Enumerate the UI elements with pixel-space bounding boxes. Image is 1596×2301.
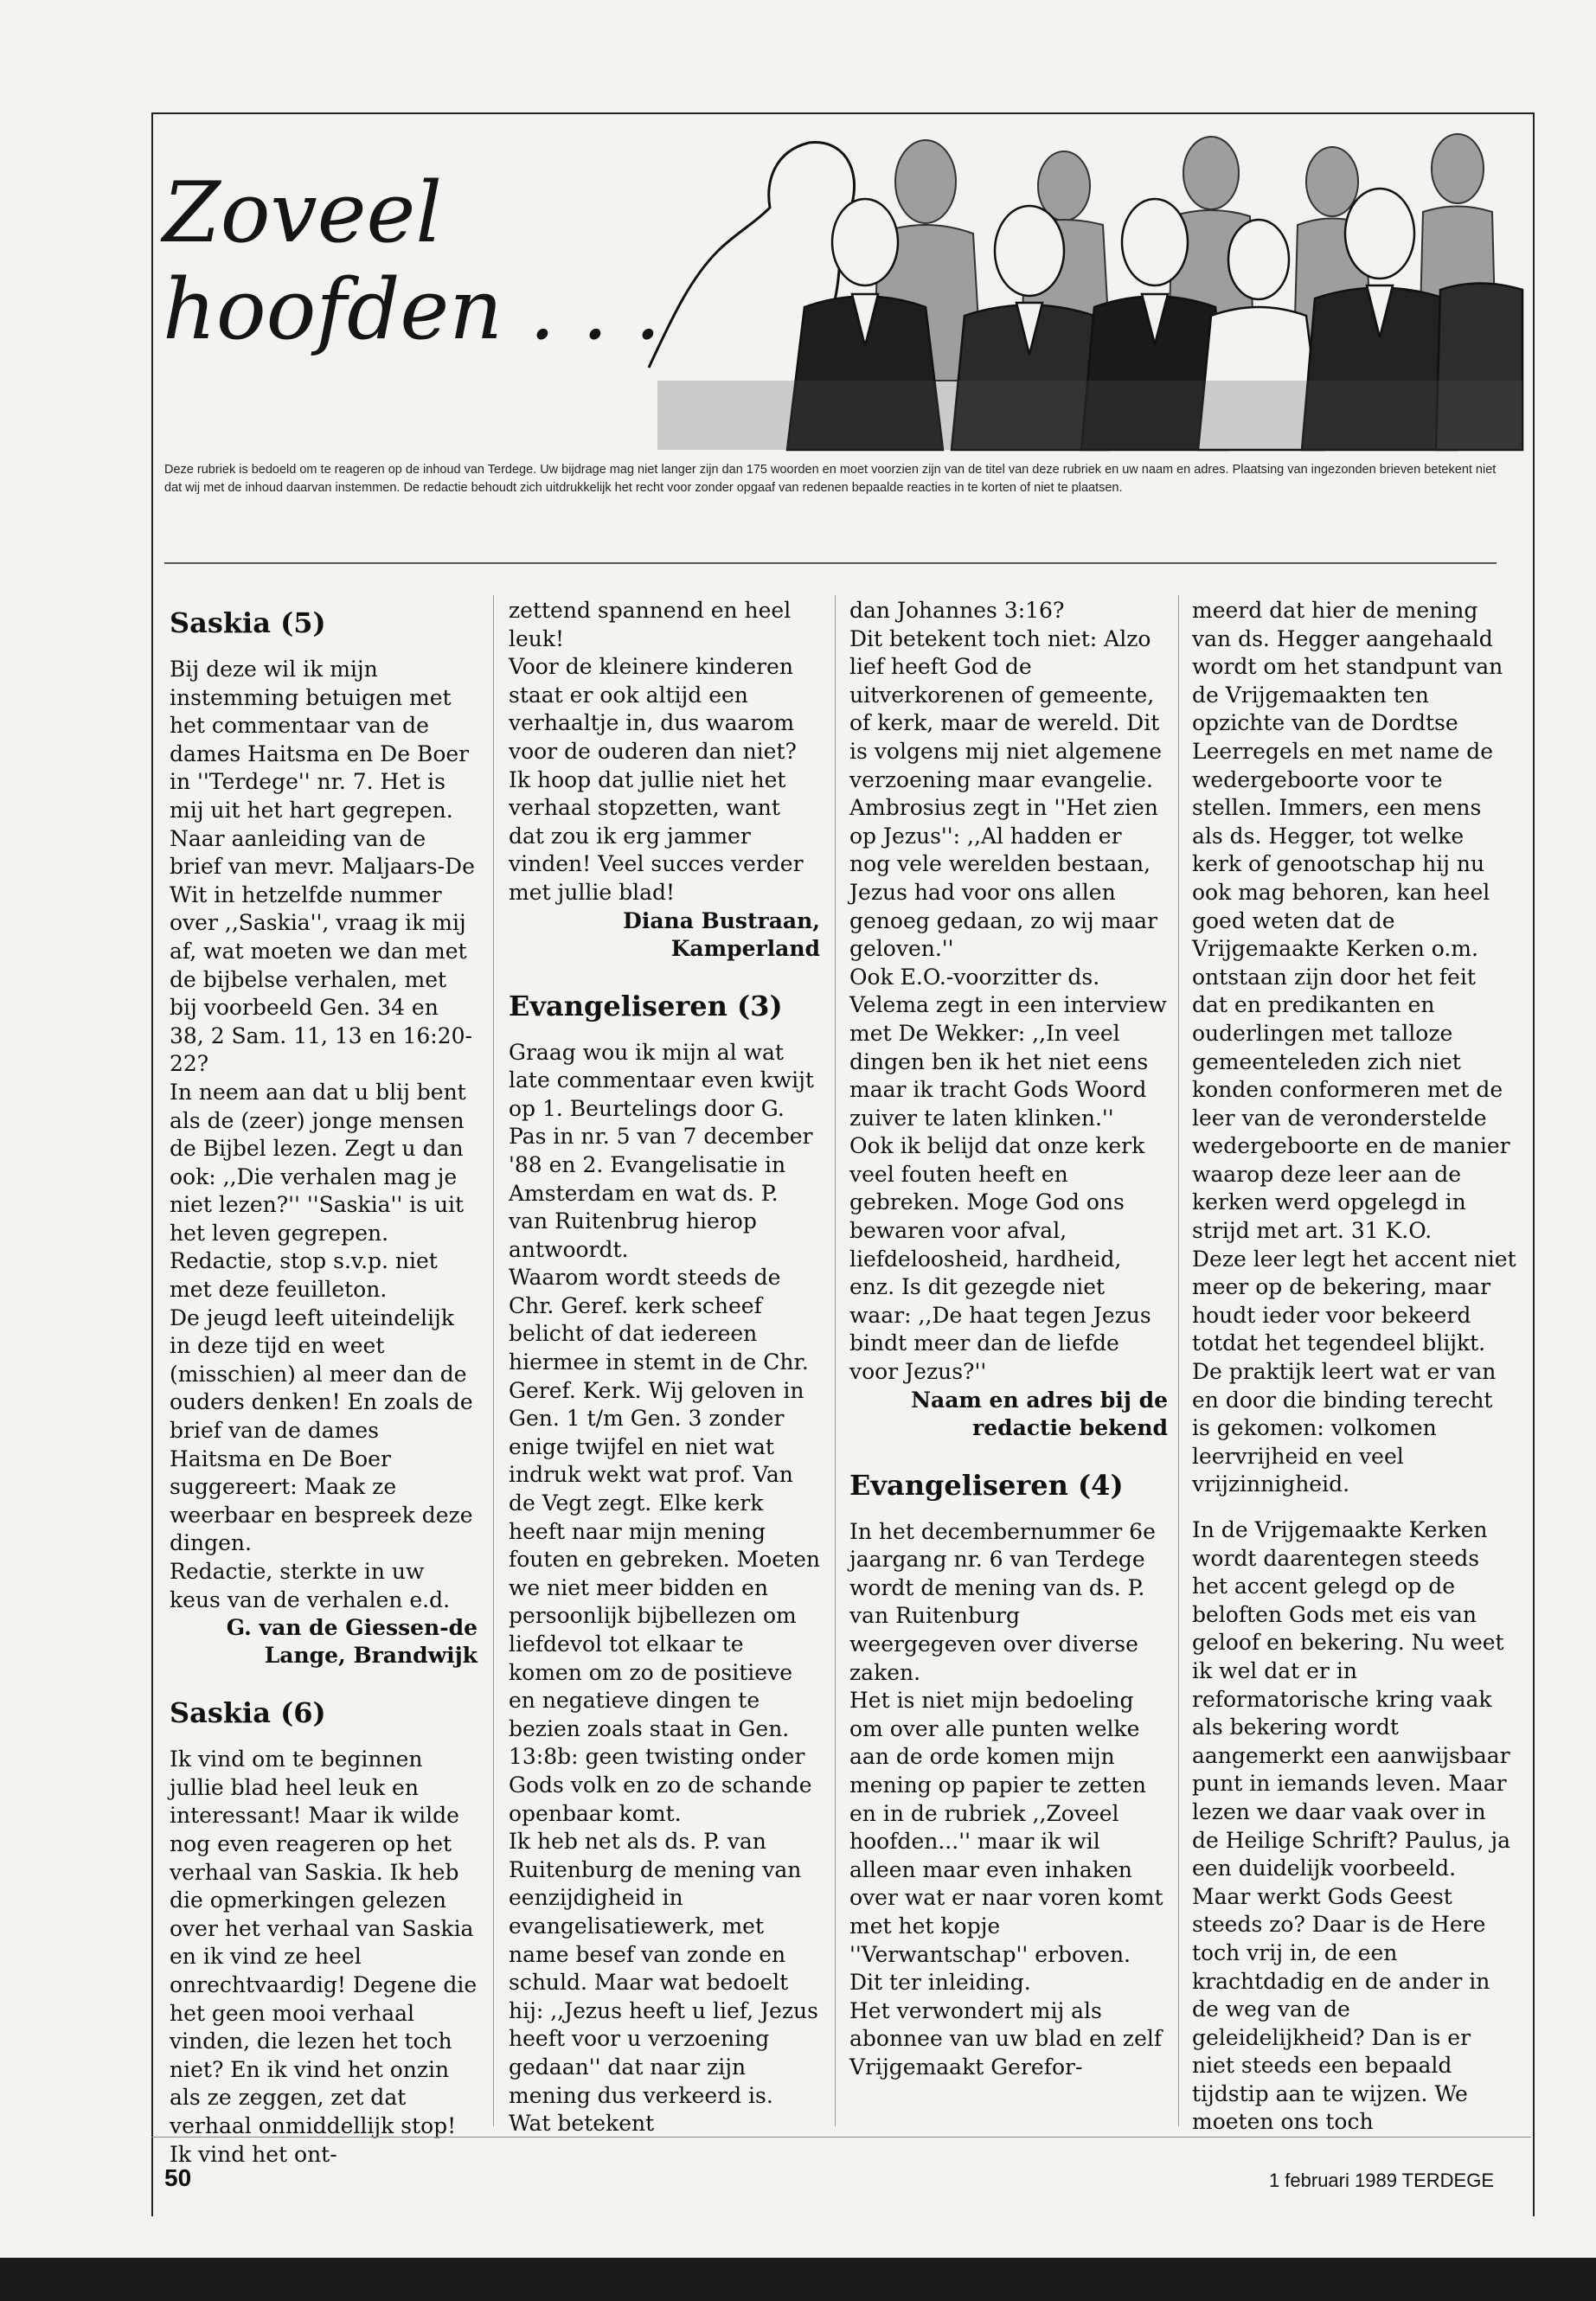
- crowd-of-people-illustration: [657, 121, 1522, 450]
- signature-line: Diana Bustraan,: [623, 907, 820, 933]
- paragraph: Dit betekent toch niet: Alzo lief heeft God de uitverkorenen of gemeente, of kerk, maar de wereld. Dit is volgens mij niet algemene verzoening maar evangelie.: [849, 625, 1162, 792]
- paragraph: Redactie, sterkte in uw keus van de verhalen e.d.: [170, 1559, 451, 1612]
- paragraph: De jeugd leeft uiteindelijk in deze tijd en weet (misschien) al meer dan de ouders denken! En zoals de brief van de dames Haitsma en De Boer suggereert: Maak ze weerbaar en bespreek deze dingen.: [170, 1304, 473, 1556]
- paragraph: Ook E.O.-voorzitter ds. Velema zegt in een interview met De Wekker: ,,In veel dingen ben ik het niet eens maar ik tracht Gods Woord zuiver te laten klinken.'': [849, 964, 1167, 1131]
- column-divider: [493, 595, 494, 2126]
- title-line-1: Zoveel: [163, 164, 443, 261]
- signature-line: Naam en adres bij de: [911, 1387, 1168, 1413]
- paragraph: Graag wou ik mijn al wat late commentaar even kwijt op 1. Beurtelings door G. Pas in nr. 5 van 7 december '88 en 2. Evangelisatie in Amsterdam en wat ds. P. van Ruitenbrug hierop antwoordt.: [509, 1039, 814, 1262]
- footer-divider: [151, 2137, 1531, 2138]
- column-divider: [1178, 595, 1179, 2126]
- section-heading: Saskia (5): [170, 606, 326, 639]
- header-divider: [164, 562, 1497, 564]
- paragraph: Ook ik belijd dat onze kerk veel fouten heeft en gebreken. Moge God ons bewaren voor afval, liefdeloosheid, hardheid, enz. Is dit gezegde niet waar: ,,De haat tegen Jezus bindt meer dan de liefde voor Jezus?'': [849, 1133, 1151, 1385]
- paragraph: Waarom wordt steeds de Chr. Geref. kerk scheef belicht of dat iedereen hiermee in stemt in de Chr. Geref. Kerk. Wij geloven in Gen. 1 t/m Gen. 3 zonder enige twijfel en niet wat indruk wekt wat prof. Van de Vegt zegt. Elke kerk heeft naar mijn mening fouten en gebreken. Moeten we niet meer bidden en persoonlijk bijbellezen om liefdevol tot elkaar te komen om zo de positieve en negatieve dingen te bezien zoals staat in Gen. 13:8b: geen twisting onder Gods volk en zo de schande openbaar komt.: [509, 1265, 821, 1826]
- text-column-2: [509, 597, 821, 2137]
- paragraph: In het decembernummer 6e jaargang nr. 6 van Terdege wordt de mening van ds. P. van Ruitenburg weergegeven over diverse zaken.: [849, 1518, 1156, 1685]
- paragraph: Voor de kleinere kinderen staat er ook altijd een verhaaltje in, dus waarom voor de ouderen dan niet?: [509, 654, 797, 764]
- section-heading: Evangeliseren (3): [509, 989, 783, 1022]
- letter-signature: [849, 1387, 1168, 1442]
- signature-line: Kamperland: [670, 935, 820, 961]
- paragraph: Ambrosius zegt in ''Het zien op Jezus'': ,,Al hadden er nog vele werelden bestaan, Jezus had voor ons allen genoeg gedaan, zo wij maar geloven.'': [849, 795, 1158, 962]
- signature-line: Lange, Brandwijk: [264, 1643, 478, 1669]
- page-number: 50: [164, 2164, 192, 2191]
- paragraph: Bij deze wil ik mijn instemming betuigen met het commentaar van de dames Haitsma en De Boer in ''Terdege'' nr. 7. Het is mij uit het hart gegrepen. Naar aanleiding van de brief van mevr. Maljaars-De Wit in hetzelfde nummer over ,,Saskia'', vraag ik mij af, wat moeten we dan met de bijbelse verhalen, met bij voorbeeld Gen. 34 en 38, 2 Sam. 11, 13 en 16:20-22?: [170, 657, 475, 1077]
- column-divider: [835, 595, 836, 2126]
- paragraph: Deze leer legt het accent niet meer op de bekering, maar houdt ieder voor bekeerd totdat het tegendeel blijkt. De praktijk leert wat er van en door die binding terecht is gekomen: volkomen leervrijheid en veel vrijzinnigheid.: [1192, 1246, 1516, 1497]
- title-line-2: hoofden . . .: [163, 261, 662, 358]
- text-column-3: [849, 597, 1168, 2128]
- section-heading: Evangeliseren (4): [849, 1468, 1124, 1502]
- paragraph: Ik vind om te beginnen jullie blad heel leuk en interessant! Maar ik wilde nog even reageren op het verhaal van Saskia. Ik heb die opmerkingen gelezen over het verhaal van Saskia en ik vind ze heel onrechtvaardig! Degene die het geen mooi verhaal vinden, die lezen het toch niet? En ik vind het onzin als ze zeggen, zet dat verhaal onmiddellijk stop! Ik vind het ont-: [170, 1747, 478, 2167]
- signature-line: G. van de Giessen-de: [226, 1615, 478, 1641]
- paragraph: zettend spannend en heel leuk!: [509, 598, 792, 651]
- paragraph: In neem aan dat u blij bent als de (zeer) jonge mensen de Bijbel lezen. Zegt u dan ook: ,,Die verhalen mag je niet lezen?'' ''Saskia'' is uit het leven gegrepen. Redactie, stop s.v.p. niet met deze feuilleton.: [170, 1079, 466, 1303]
- paragraph: Ik heb net als ds. P. van Ruitenburg de mening van eenzijdigheid in evangelisatiewerk, met name besef van zonde en schuld. Maar wat bedoelt hij: ,,Jezus heeft u lief, Jezus heeft voor u verzoening gedaan'' dat naar zijn mening dus verkeerd is. Wat betekent: [509, 1829, 818, 2137]
- paragraph: dan Johannes 3:16?: [849, 598, 1065, 623]
- text-column-4: [1192, 597, 1517, 2135]
- section-heading: Saskia (6): [170, 1696, 326, 1730]
- paragraph: meerd dat hier de mening van ds. Hegger aangehaald wordt om het standpunt van de Vrijgemaakten ten opzichte van de Dordtse Leerregels en met name de wedergeboorte voor te stellen. Immers, een mens als ds. Hegger, tot welke kerk of genootschap hij nu ook mag behoren, kan heel goed weten dat de Vrijgemaakte Kerken o.m. ontstaan zijn door het feit dat en predikanten en ouderlingen met talloze gemeenteleden zich niet konden conformeren met de leer van de veronderstelde wedergeboorte en de manier waarop deze leer aan de kerken werd opgelegd in strijd met art. 31 K.O.: [1192, 598, 1510, 1244]
- paragraph: In de Vrijgemaakte Kerken wordt daarentegen steeds het accent gelegd op de beloften Gods met eis van geloof en bekering. Nu weet ik wel dat er in reformatorische kring vaak als bekering wordt aangemerkt een aanwijsbaar punt in iemands leven. Maar lezen we daar vaak over in de Heilige Schrift? Paulus, ja een duidelijk voorbeeld. Maar werkt Gods Geest steeds zo? Daar is de Here toch vrij in, de een krachtdadig en de ander in de weg van de geleidelijkheid? Dan is er niet steeds een bepaald tijdstip aan te wijzen. We moeten ons toch: [1192, 1517, 1511, 2135]
- text-column-1: [170, 597, 478, 2167]
- letter-signature: [170, 1614, 478, 1670]
- paragraph: Het is niet mijn bedoeling om over alle punten welke aan de orde komen mijn mening op papier te zetten en in de rubriek ,,Zoveel hoofden...'' maar ik wil alleen maar even inhaken over wat er naar voren komt met het kopje ''Verwantschap'' erboven. Dit ter inleiding.: [849, 1688, 1163, 1996]
- paragraph: Ik hoop dat jullie niet het verhaal stopzetten, want dat zou ik erg jammer vinden! Veel succes verder met jullie blad!: [509, 766, 804, 905]
- rubric-introduction: Deze rubriek is bedoeld om te reageren op de inhoud van Terdege. Uw bijdrage mag niet langer zijn dan 175 woorden en moet voorzien zijn van de titel van deze rubriek en uw naam en adres. Plaatsing van ingezonden brieven betekent niet dat wij met de inhoud daarvan instemmen. De redactie behoudt zich uitdrukkelijk het recht voor zonder opgaaf van redenen bepaalde reacties in te korten of niet te plaatsen.: [164, 463, 1497, 495]
- signature-line: redactie bekend: [972, 1414, 1168, 1440]
- issue-date: 1 februari 1989 TERDEGE: [1268, 2170, 1494, 2191]
- letter-signature: [509, 907, 820, 963]
- paragraph: Het verwondert mij als abonnee van uw blad en zelf Vrijgemaakt Gerefor-: [849, 1997, 1163, 2080]
- illustration-shadow: [657, 381, 1522, 450]
